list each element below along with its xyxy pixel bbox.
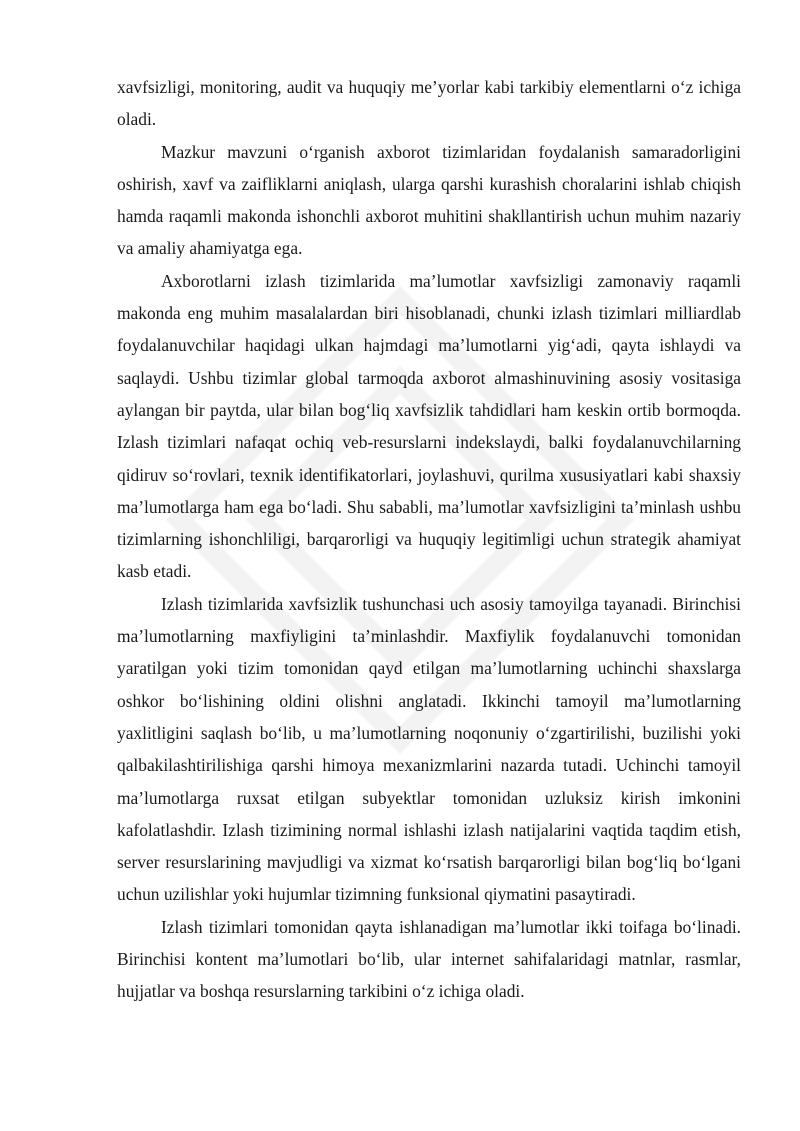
- paragraph-topic-importance: Mazkur mavzuni o‘rganish axborot tizimlaridan foydalanish samaradorligini oshirish, xavf va zaifliklarni aniqlash, ularga qarshi kurashish choralarini ishlab chiqish hamda raqamli makonda ishonchli axborot muhitini shakllantirish uchun muhim nazariy va amaliy ahamiyatga ega.: [117, 141, 741, 259]
- paragraph-continuation: xavfsizligi, monitoring, audit va huquqiy me’yorlar kabi tarkibiy elementlarni o‘z ichiga oladi.: [117, 77, 741, 130]
- paragraph-search-data-security: Axborotlarni izlash tizimlarida ma’lumotlar xavfsizligi zamonaviy raqamli makonda eng muhim masalalardan biri hisoblanadi, chunki izlash tizimlari milliardlab foydalanuvchilar haqidagi ulkan hajmdagi ma’lumotlarni yig‘adi, qayta ishlaydi va saqlaydi. Ushbu tizimlar global tarmoqda axborot almashinuvining asosiy vositasiga aylangan bir paytda, ular bilan bog‘liq xavfsizlik tahdidlari ham keskin ortib bormoqda. Izlash tizimlari nafaqat ochiq veb-resurslarni indekslaydi, balki foydalanuvchilarning qidiruv so‘rovlari, texnik identifikatorlari, joylashuvi, qurilma xususiyatlari kabi shaxsiy ma’lumotlarga ham ega bo‘ladi. Shu sababli, ma’lumotlar xavfsizligini ta’minlash ushbu tizimlarning ishonchliligi, barqarorligi va huquqiy legitimligi uchun strategik ahamiyat kasb etadi.: [117, 270, 741, 582]
- paragraph-security-principles: Izlash tizimlarida xavfsizlik tushunchasi uch asosiy tamoyilga tayanadi. Birinchisi ma’lumotlarning maxfiyligini ta’minlashdir. Maxfiylik foydalanuvchi tomonidan yaratilgan yoki tizim tomonidan qayd etilgan ma’lumotlarning uchinchi shaxslarga oshkor bo‘lishining oldini olishni anglatadi. Ikkinchi tamoyil ma’lumotlarning yaxlitligini saqlash bo‘lib, u ma’lumotlarning noqonuniy o‘zgartirilishi, buzilishi yoki qalbakilashtirilishiga qarshi himoya mexanizmlarini nazarda tutadi. Uchinchi tamoyil ma’lumotlarga ruxsat etilgan subyektlar tomonidan uzluksiz kirish imkonini kafolatlashdir. Izlash tizimining normal ishlashi izlash natijalarini vaqtida taqdim etish, server resurslarining mavjudligi va xizmat ko‘rsatish barqarorligi bilan bog‘liq bo‘lgani uchun uzilishlar yoki hujumlar tizimning funksional qiymatini pasaytiradi.: [117, 593, 741, 905]
- document-page: [117, 71, 741, 1008]
- paragraph-data-categories: Izlash tizimlari tomonidan qayta ishlanadigan ma’lumotlar ikki toifaga bo‘linadi. Birinchisi kontent ma’lumotlari bo‘lib, ular internet sahifalaridagi matnlar, rasmlar, hujjatlar va boshqa resurslarning tarkibini o‘z ichiga oladi.: [117, 916, 741, 1002]
